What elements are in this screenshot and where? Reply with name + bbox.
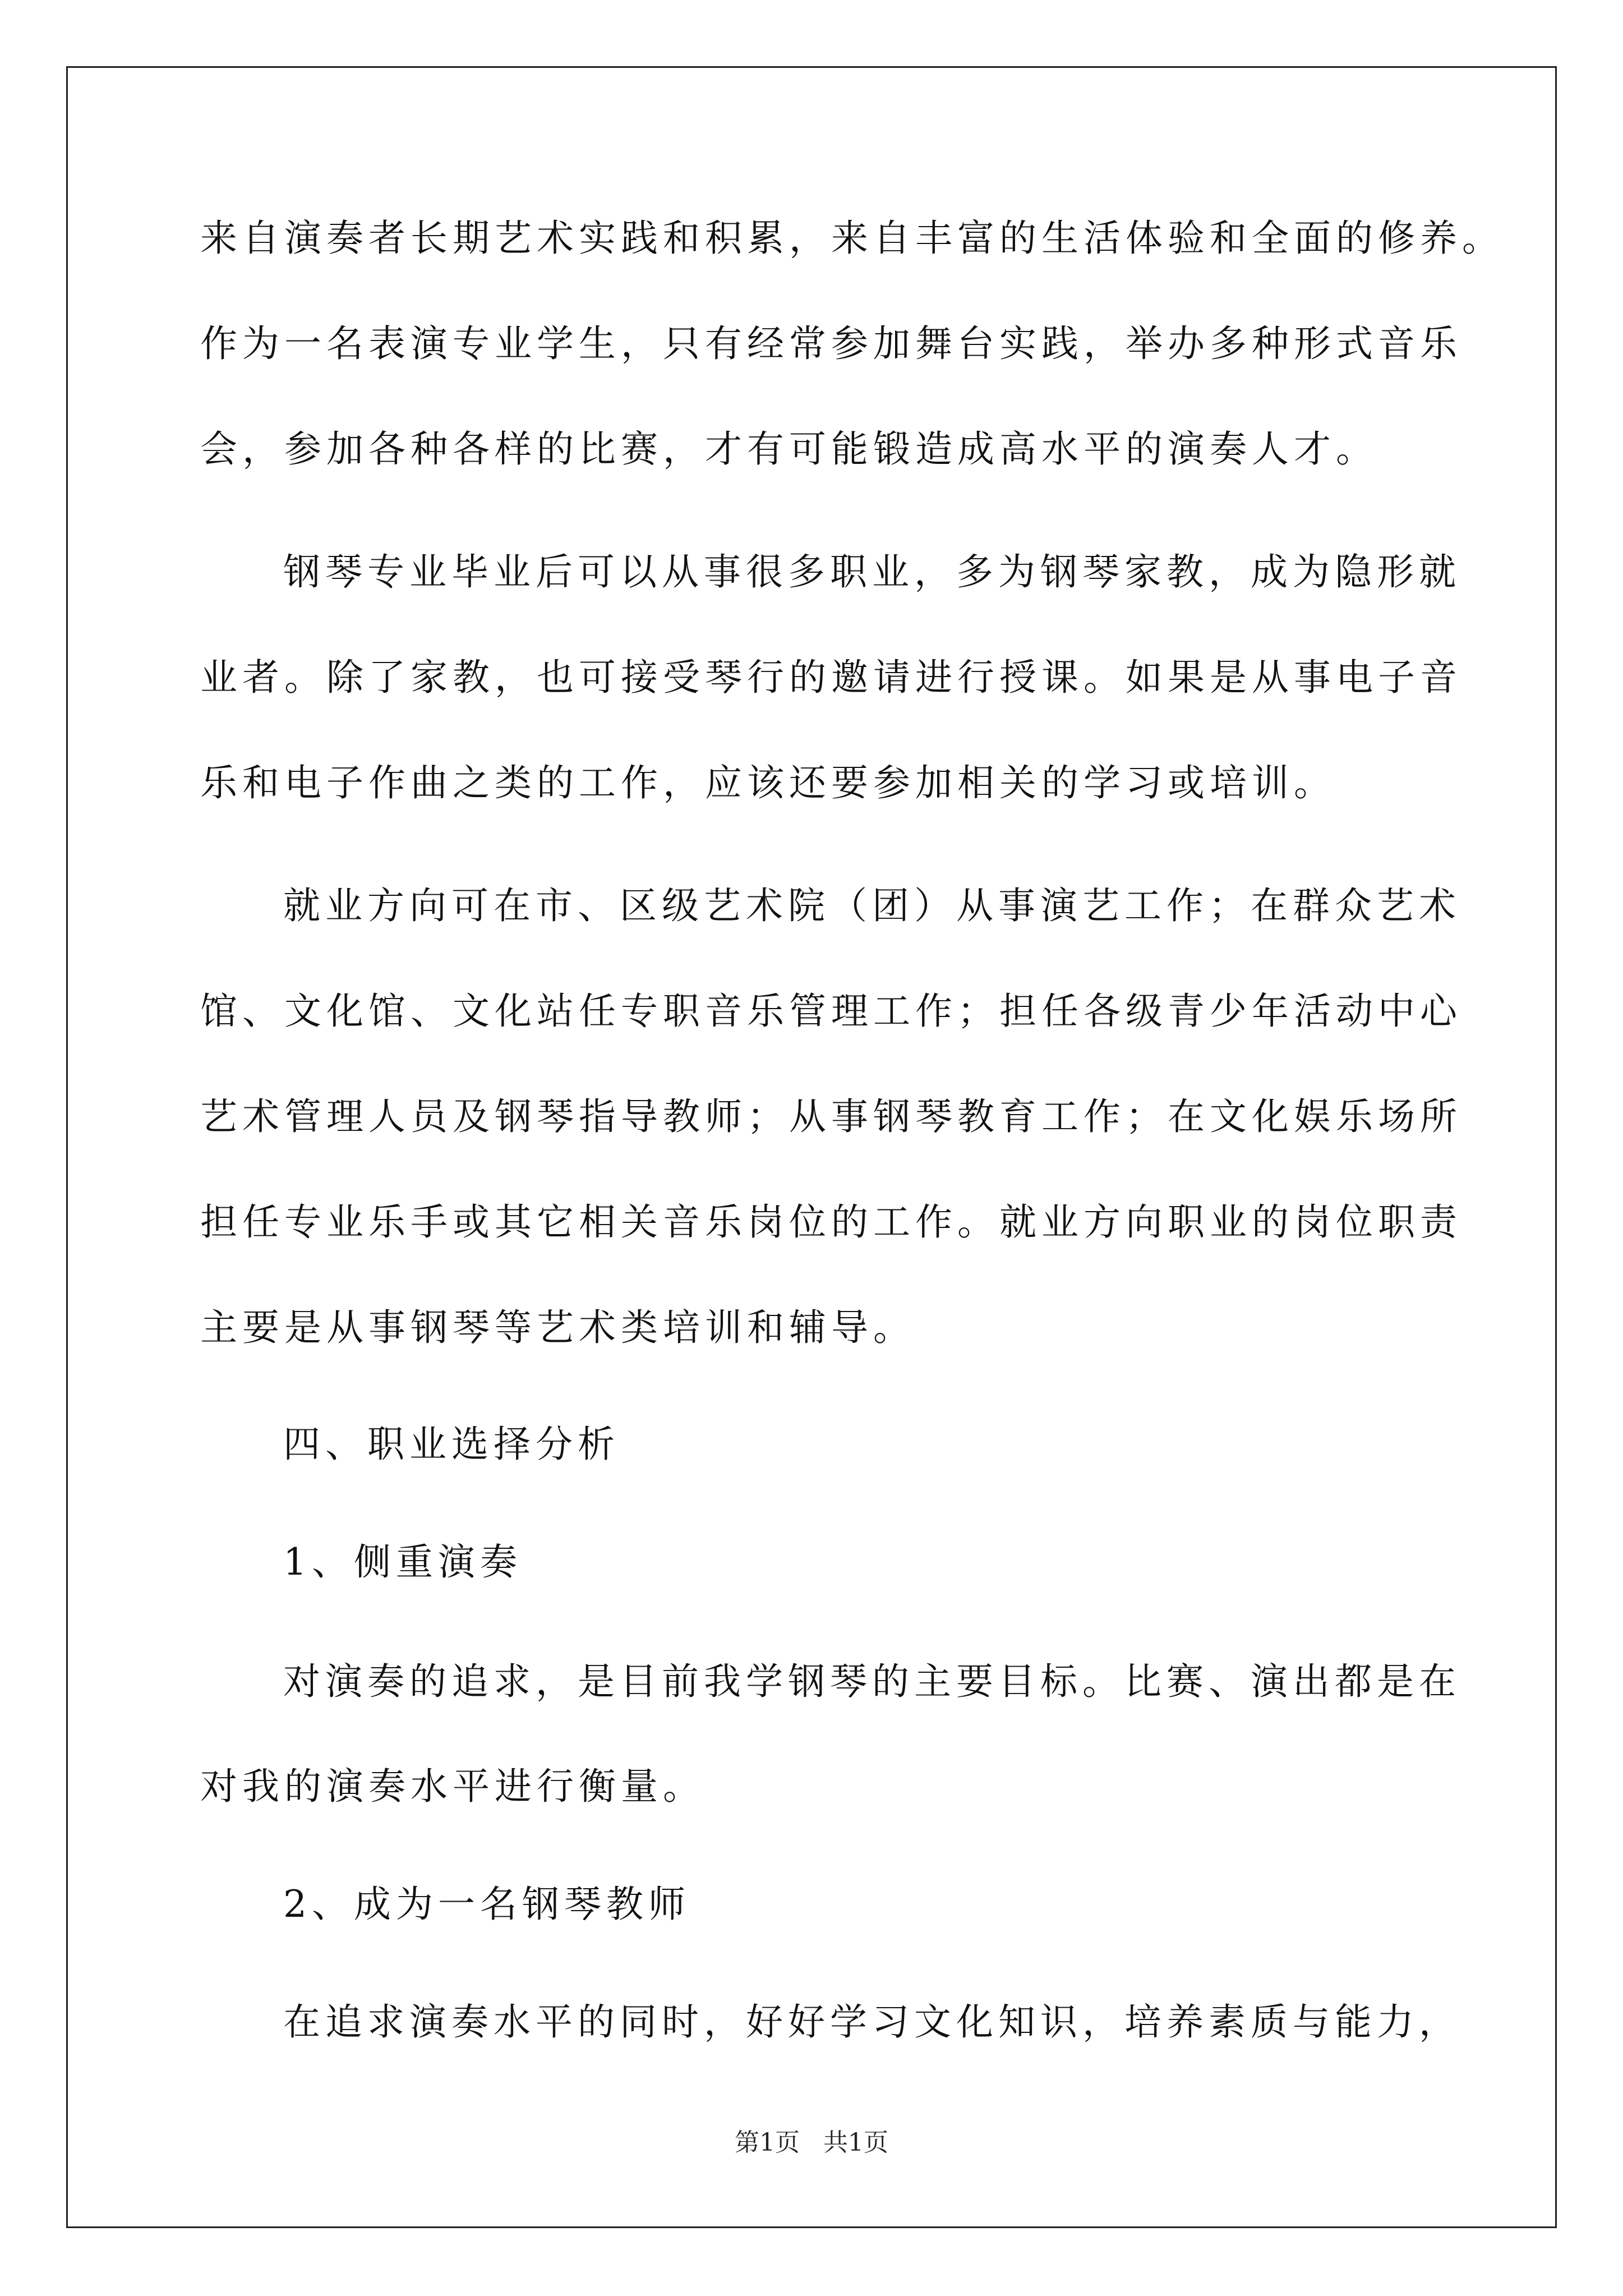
page-number: 第1页 [735,2128,800,2157]
page-total: 共1页 [823,2128,888,2157]
paragraph-line: 担任专业乐手或其它相关音乐岗位的工作。就业方向职业的岗位职责 [200,1200,1462,1244]
paragraph-line: 钢琴专业毕业后可以从事很多职业，多为钢琴家教，成为隐形就 [283,550,1461,593]
paragraph-line: 对演奏的追求，是目前我学钢琴的主要目标。比赛、演出都是在 [283,1660,1461,1703]
page-footer [0,2126,1623,2160]
paragraph-line: 馆、文化馆、文化站任专职音乐管理工作；担任各级青少年活动中心 [200,990,1462,1033]
subsection-heading: 1、侧重演奏 [283,1540,522,1584]
subsection-heading: 2、成为一名钢琴教师 [283,1883,690,1926]
section-heading: 四、职业选择分析 [283,1423,620,1466]
paragraph-line: 就业方向可在市、区级艺术院（团）从事演艺工作；在群众艺术 [283,884,1461,927]
paragraph-line: 来自演奏者长期艺术实践和积累，来自丰富的生活体验和全面的修养。 [200,217,1504,260]
paragraph-line: 对我的演奏水平进行衡量。 [200,1765,705,1808]
paragraph-line: 艺术管理人员及钢琴指导教师；从事钢琴教育工作；在文化娱乐场所 [200,1095,1462,1138]
paragraph-line: 作为一名表演专业学生，只有经常参加舞台实践，举办多种形式音乐 [200,322,1462,365]
paragraph-line: 在追求演奏水平的同时，好好学习文化知识，培养素质与能力， [283,2000,1461,2044]
paragraph-line: 业者。除了家教，也可接受琴行的邀请进行授课。如果是从事电子音 [200,656,1462,699]
paragraph-line: 会，参加各种各样的比赛，才有可能锻造成高水平的演奏人才。 [200,427,1378,471]
paragraph-line: 主要是从事钢琴等艺术类培训和辅导。 [200,1306,915,1349]
paragraph-line: 乐和电子作曲之类的工作，应该还要参加相关的学习或培训。 [200,761,1336,804]
